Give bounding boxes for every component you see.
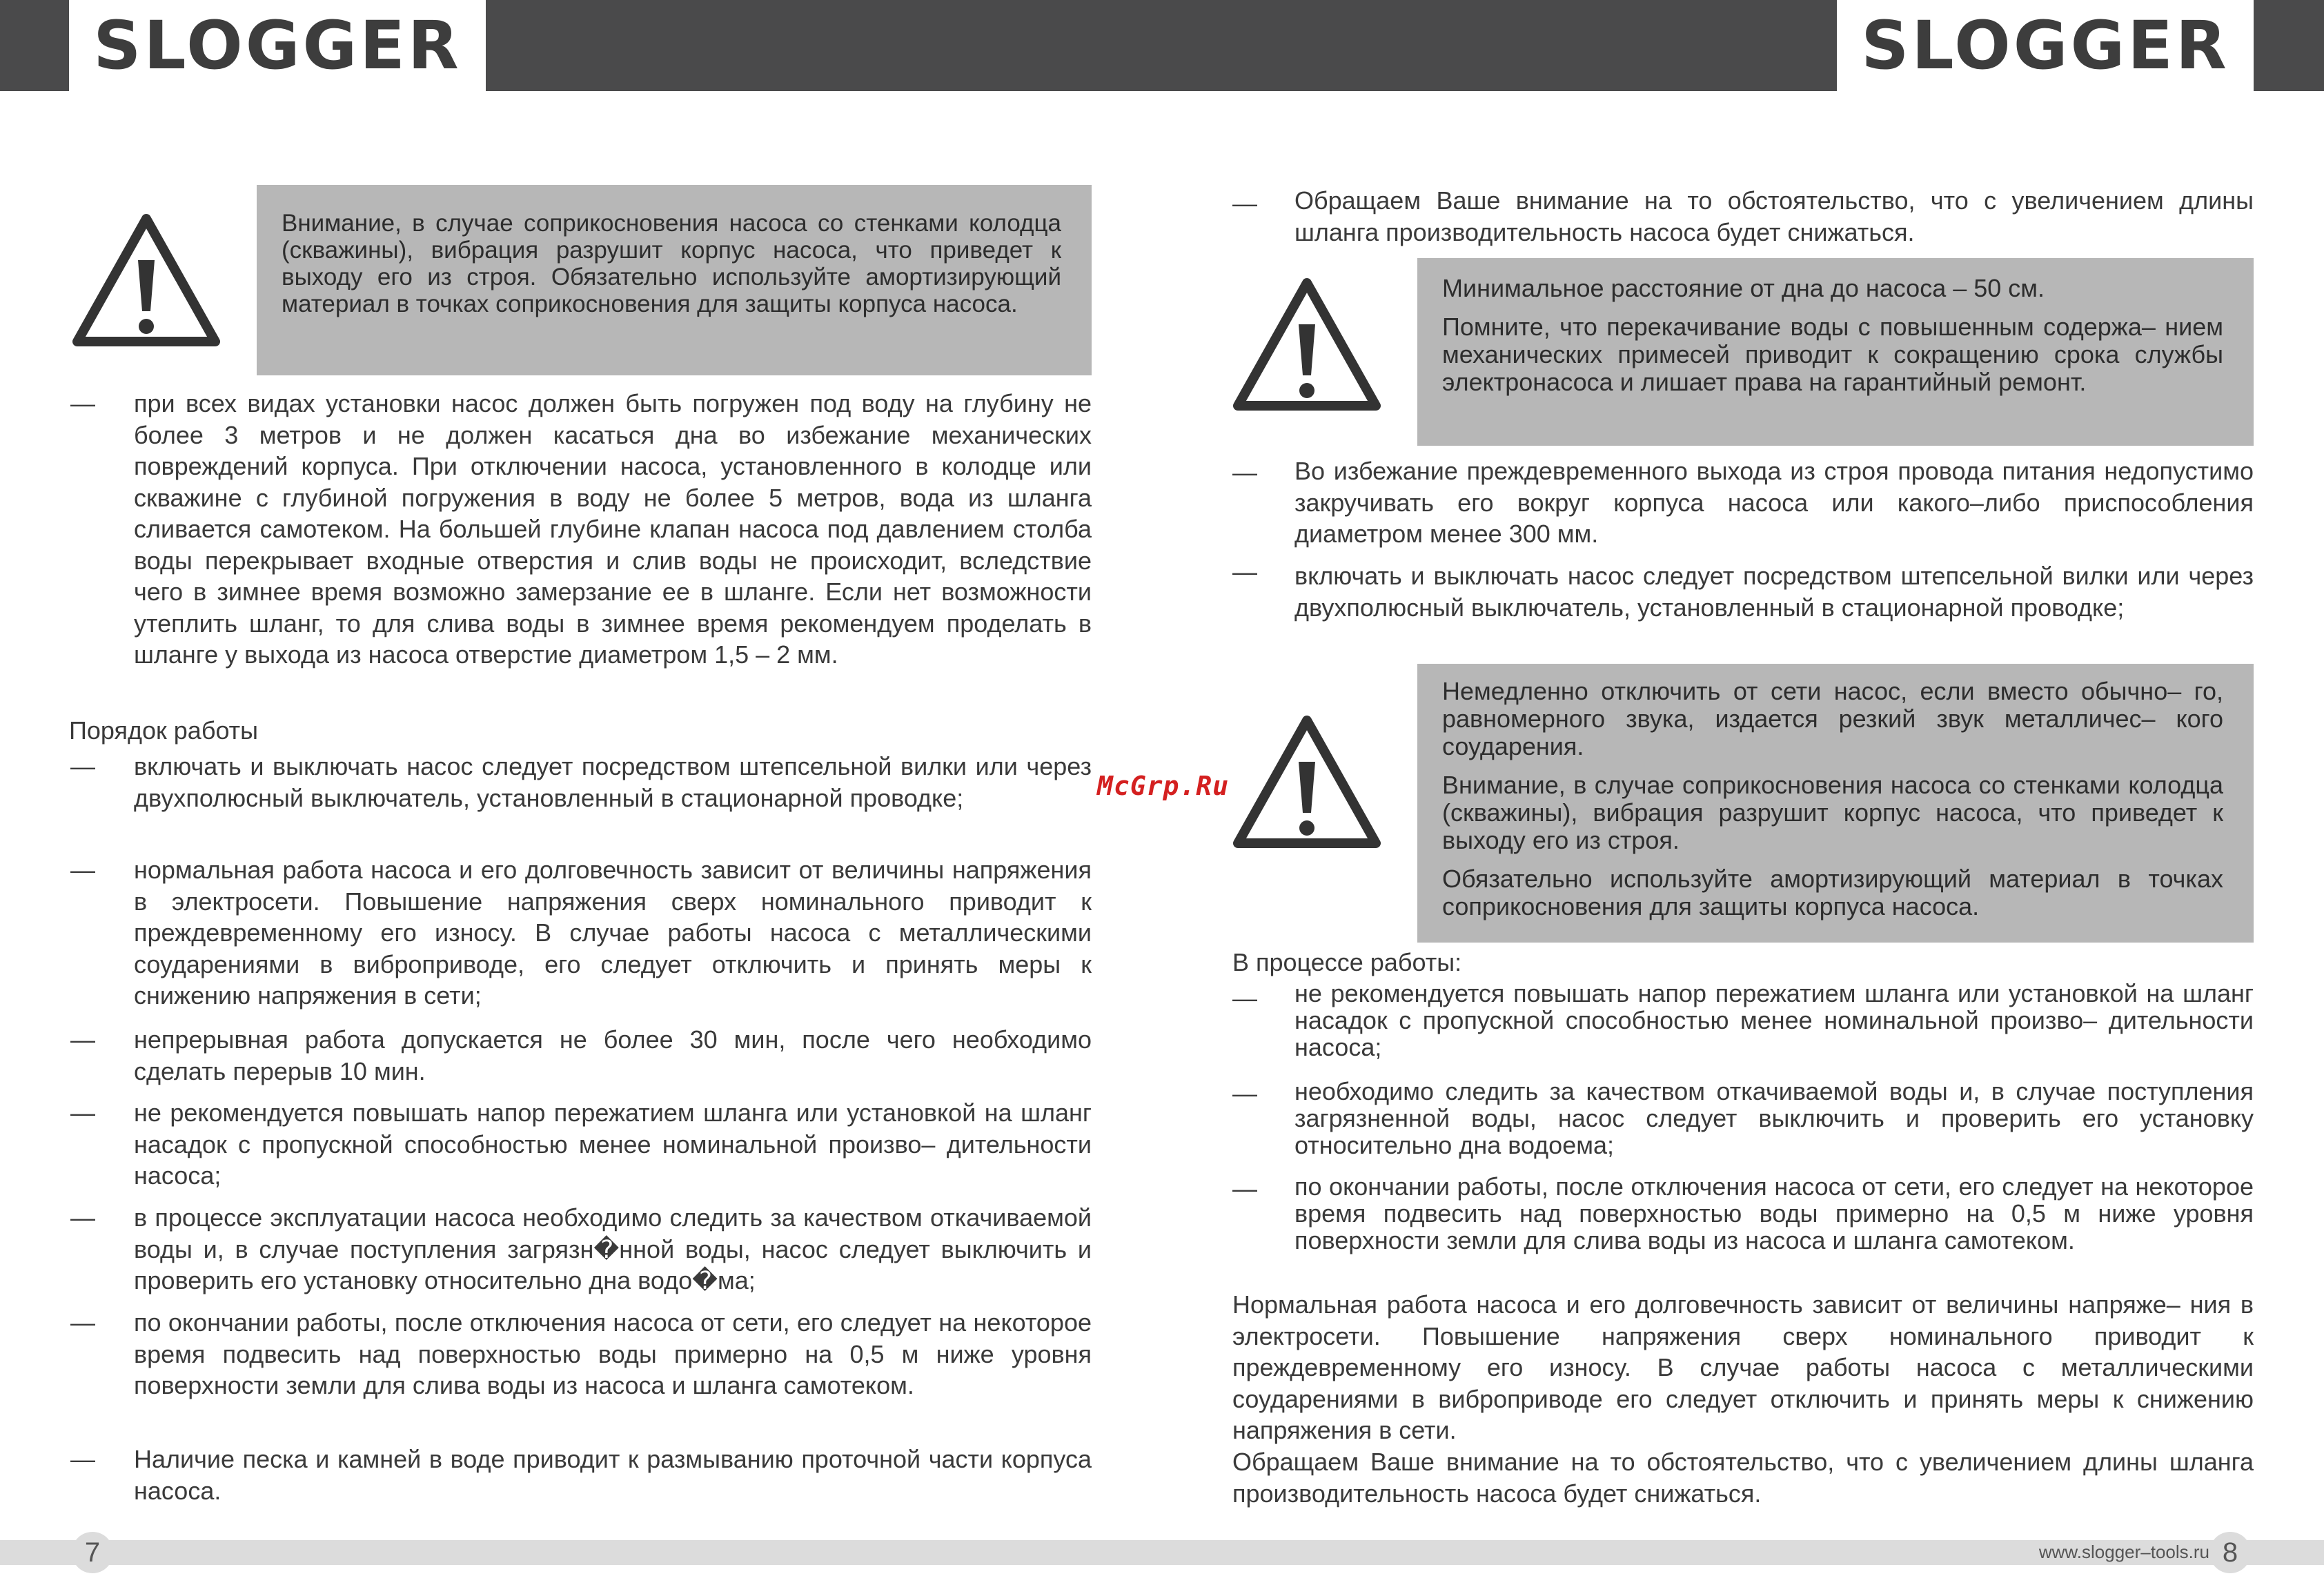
list-bullet: —: [1232, 1174, 1257, 1203]
section-heading: Порядок работы: [69, 716, 259, 745]
list-bullet: —: [70, 1308, 95, 1337]
website-link[interactable]: www.slogger–tools.ru: [2038, 1541, 2209, 1562]
warning-icon: [69, 210, 224, 348]
warning-box-right-1: [1417, 258, 2254, 446]
list-item: в процессе эксплуатации насоса необходимо следить за качеством откачиваемой воды и, в случае поступления загрязн�нной воды, насос следует выключить и проверить его установку относительно дна водо�ма;: [134, 1203, 1092, 1294]
list-bullet: —: [70, 1445, 95, 1473]
list-item: Обращаем Ваше внимание на то обстоятельство, что с увеличением длины шланга производительность насоса будет снижаться.: [1294, 186, 2254, 246]
list-bullet: —: [1232, 1079, 1257, 1107]
watermark: McGrp.Ru: [1097, 771, 1230, 801]
warning-text: Внимание, в случае соприкосновения насоса со стенками колодца (скважины), вибрация разрушит корпус насоса, что приведет к выходу его из строя. Обязательно используйте амортизирующий материал в точках соприкосновения для защиты корпуса насоса.: [282, 210, 1061, 317]
list-item: не рекомендуется повышать напор пережатием шланга или установкой на шланг насадок с пропускной способностью менее номинальной произво– дительности насоса;: [1294, 979, 2254, 1061]
list-item: Наличие песка и камней в воде приводит к размыванию проточной части корпуса насоса.: [134, 1445, 1092, 1505]
list-item: не рекомендуется повышать напор пережатием шланга или установкой на шланг насадок с пропускной способностью менее номинальной произво– дительности насоса;: [134, 1099, 1092, 1190]
paragraph: Обращаем Ваше внимание на то обстоятельство, что с увеличением длины шланга производительность насоса будет снижаться.: [1232, 1448, 2254, 1508]
list-item: включать и выключать насос следует посредством штепсельной вилки или через двухполюсный выключатель, установленный в стационарной проводке;: [134, 752, 1092, 812]
brand-name: SLOGGER: [1861, 7, 2229, 84]
paragraph: Нормальная работа насоса и его долговечность зависит от величины напряже– ния в электросети. Повышение напряжения сверх номинального приводит к преждевременному его износу. В случае работы насоса с металлическими соударениями в виброприводе его следует отключить и принять меры к снижению напряжения в сети.: [1232, 1290, 2254, 1444]
list-item: включать и выключать насос следует посредством штепсельной вилки или через двухполюсный выключатель, установленный в стационарной проводке;: [1294, 562, 2254, 622]
header-edge-right: [2254, 0, 2324, 91]
list-item: при всех видах установки насос должен быть погружен под воду на глубину не более 3 метров и не должен касаться дна во избежание механических повреждений корпуса. При отключении насоса, установленного в колодце или скважине с глубиной погружения в воду не более 5 метров, вода из шланга сливается самотеком. На большей глубине клапан насоса под давлением столба воды перекрывает входные отверстия и слив воды не происходит, вследствие чего в зимнее время возможно замерзание ее в шланге. Если нет возможности утеплить шланг, то для слива воды в зимнее время рекомендуем проделать в шланге у выхода из насоса отверстие диаметром 1,5 – 2 мм.: [134, 389, 1092, 669]
list-bullet: —: [70, 1203, 95, 1232]
footer-bar: [0, 1540, 2324, 1565]
list-bullet: —: [70, 1099, 95, 1127]
brand-name: SLOGGER: [93, 7, 462, 84]
list-item: Во избежание преждевременного выхода из строя провода питания недопустимо закручивать его вокруг корпуса насоса или какого–либо приспособления диаметром менее 300 мм.: [1294, 457, 2254, 548]
list-bullet: —: [1232, 984, 1257, 1012]
section-heading: В процессе работы:: [1232, 948, 1462, 976]
list-bullet: —: [1232, 458, 1257, 486]
brand-logo-right: [1837, 0, 2254, 91]
page-number-right: 8: [2209, 1532, 2251, 1573]
warning-text: Обязательно используйте амортизирующий материал в точках соприкосновения для защиты корпуса насоса.: [1442, 865, 2223, 920]
brand-logo-left: [69, 0, 486, 91]
list-bullet: —: [1232, 558, 1257, 586]
warning-box-right-2: [1417, 664, 2254, 943]
page-number-left: 7: [72, 1532, 113, 1573]
warning-icon: [1230, 712, 1384, 850]
warning-text: Помните, что перекачивание воды с повышенным содержа– нием механических примесей приводит к сокращению срока службы электронасоса и лишает права на гарантийный ремонт.: [1442, 313, 2223, 396]
list-item: по окончании работы, после отключения насоса от сети, его следует на некоторое время подвесить над поверхностью воды примерно на 0,5 м ниже уровня поверхности земли для слива воды из насоса и шланга самотеком.: [134, 1308, 1092, 1399]
list-bullet: —: [70, 752, 95, 780]
warning-icon: [1230, 275, 1384, 413]
list-bullet: —: [1232, 189, 1257, 217]
list-item: по окончании работы, после отключения насоса от сети, его следует на некоторое время подвесить над поверхностью воды примерно на 0,5 м ниже уровня поверхности земли для слива воды из насоса и шланга самотеком.: [1294, 1172, 2254, 1254]
list-bullet: —: [70, 856, 95, 884]
list-item: нормальная работа насоса и его долговечность зависит от величины напряжения в электросети. Повышение напряжения сверх номинального приводит к преждевременному его износу. В случае работы насоса с металлическими соударениями в виброприводе, его следует отключить и принять меры к снижению напряжения в сети;: [134, 856, 1092, 1009]
warning-box-left: [257, 185, 1092, 375]
warning-text: Внимание, в случае соприкосновения насоса со стенками колодца (скважины), вибрация разрушит корпус насоса, что приведет к выходу его из строя.: [1442, 771, 2223, 854]
header-edge-left: [0, 0, 69, 91]
warning-text: Минимальное расстояние от дна до насоса – 50 см.: [1442, 274, 2045, 302]
list-bullet: —: [70, 1025, 95, 1054]
list-item: необходимо следить за качеством откачиваемой воды и, в случае поступления загрязненной воды, насос следует выключить и проверить его установку относительно дна водоема;: [1294, 1077, 2254, 1159]
list-item: непрерывная работа допускается не более 30 мин, после чего необходимо сделать перерыв 10 мин.: [134, 1025, 1092, 1085]
warning-text: Немедленно отключить от сети насос, если вместо обычно– го, равномерного звука, издается резкий звук металличес– кого соударения.: [1442, 677, 2223, 760]
list-bullet: —: [70, 389, 95, 417]
